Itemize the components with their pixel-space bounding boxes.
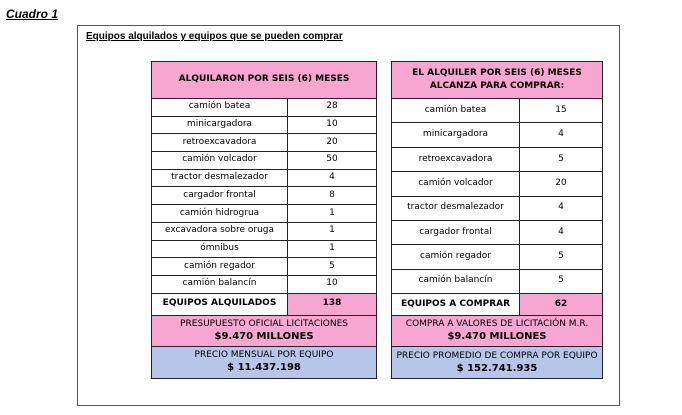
purchasable-total-label: EQUIPOS A COMPRAR — [392, 294, 520, 316]
rented-qty: 20 — [288, 134, 377, 152]
purchasable-budget-label: COMPRA A VALORES DE LICITACIÓN M.R. — [405, 319, 589, 330]
purchasable-qty: 20 — [520, 172, 603, 196]
rented-item: ómnibus — [152, 240, 288, 258]
rented-item: tractor desmalezador — [152, 169, 288, 187]
rented-qty: 1 — [288, 240, 377, 258]
rented-row — [152, 205, 377, 223]
rented-budget-value: $9.470 MILLONES — [214, 330, 314, 342]
rented-total-value: 138 — [288, 293, 377, 315]
purchasable-row — [392, 99, 603, 123]
purchasable-row — [392, 196, 603, 220]
purchasable-header: EL ALQUILER POR SEIS (6) MESES ALCANZA PARA COMPRAR: — [392, 62, 603, 99]
rented-row — [152, 240, 377, 258]
rented-item: camión batea — [152, 99, 288, 117]
purchasable-qty: 5 — [520, 245, 603, 269]
rented-total-label: EQUIPOS ALQUILADOS — [152, 293, 288, 315]
rented-equipment-table — [151, 61, 377, 379]
purchasable-qty: 5 — [520, 269, 603, 293]
rented-item: cargador frontal — [152, 187, 288, 205]
rented-item: camión balancín — [152, 275, 288, 293]
purchasable-item: camión regador — [392, 245, 520, 269]
purchasable-item: camión volcador — [392, 172, 520, 196]
purchasable-row — [392, 245, 603, 269]
purchasable-qty: 4 — [520, 123, 603, 147]
purchasable-item: camión balancín — [392, 269, 520, 293]
rented-qty: 10 — [288, 275, 377, 293]
rented-row — [152, 134, 377, 152]
rented-row — [152, 222, 377, 240]
rented-price-label: PRECIO MENSUAL POR EQUIPO — [194, 350, 334, 361]
purchasable-item: retroexcavadora — [392, 147, 520, 171]
rented-row — [152, 116, 377, 134]
rented-qty: 8 — [288, 187, 377, 205]
rented-row — [152, 187, 377, 205]
rented-item: camión regador — [152, 258, 288, 276]
rented-item: excavadora sobre oruga — [152, 222, 288, 240]
rented-budget-label: PRESUPUESTO OFICIAL LICITACIONES — [180, 318, 348, 329]
purchasable-equipment-table — [391, 61, 603, 379]
purchasable-qty: 15 — [520, 99, 603, 123]
purchasable-price-value: $ 152.741.935 — [456, 362, 538, 374]
rented-item: camión hidrogrua — [152, 205, 288, 223]
purchasable-row — [392, 220, 603, 244]
rented-row — [152, 169, 377, 187]
rented-qty: 50 — [288, 152, 377, 170]
rented-item: minicargadora — [152, 116, 288, 134]
frame-title: Equipos alquilados y equipos que se pueden comprar — [86, 31, 343, 42]
rented-row — [152, 275, 377, 293]
purchasable-row — [392, 172, 603, 196]
purchasable-row — [392, 123, 603, 147]
rented-budget — [152, 315, 377, 346]
purchasable-item: minicargadora — [392, 123, 520, 147]
rented-qty: 1 — [288, 205, 377, 223]
purchasable-item: camión batea — [392, 99, 520, 123]
purchasable-budget — [392, 316, 603, 347]
purchasable-row — [392, 269, 603, 293]
rented-item: retroexcavadora — [152, 134, 288, 152]
purchasable-qty: 4 — [520, 196, 603, 220]
purchasable-budget-value: $9.470 MILLONES — [447, 331, 547, 343]
purchasable-qty: 4 — [520, 220, 603, 244]
purchasable-item: tractor desmalezador — [392, 196, 520, 220]
rented-qty: 1 — [288, 222, 377, 240]
purchasable-qty: 5 — [520, 147, 603, 171]
purchasable-price-label: PRECIO PROMEDIO DE COMPRA POR EQUIPO — [396, 350, 598, 361]
rented-qty: 5 — [288, 258, 377, 276]
purchasable-price — [392, 347, 603, 379]
purchasable-item: cargador frontal — [392, 220, 520, 244]
rented-price — [152, 346, 377, 378]
rented-qty: 4 — [288, 169, 377, 187]
rented-header: ALQUILARON POR SEIS (6) MESES — [152, 62, 377, 99]
rented-item: camión volcador — [152, 152, 288, 170]
rented-qty: 10 — [288, 116, 377, 134]
rented-row — [152, 99, 377, 117]
rented-price-value: $ 11.437.198 — [227, 362, 301, 374]
rented-row — [152, 258, 377, 276]
rented-qty: 28 — [288, 99, 377, 117]
purchasable-row — [392, 147, 603, 171]
rented-row — [152, 152, 377, 170]
caption: Cuadro 1 — [6, 7, 59, 21]
purchasable-total-value: 62 — [520, 294, 603, 316]
